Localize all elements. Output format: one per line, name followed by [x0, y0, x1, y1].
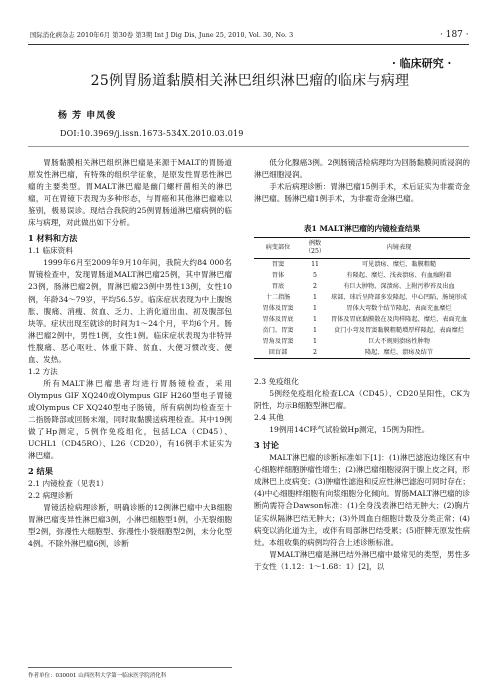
heading-discussion: 3 讨论	[254, 440, 279, 451]
table-header: 病变部位	[254, 238, 302, 259]
doi: DOI:10.3969/j.issn.1673-534X.2010.03.019	[60, 129, 244, 138]
table-cell: 有巨大肿物、深溃疡、上附污秽苔及出血	[343, 282, 455, 290]
table-row	[254, 336, 470, 347]
table-cell: 2	[302, 347, 328, 359]
table-cell: 1	[313, 326, 317, 334]
right-column-top	[254, 157, 470, 205]
discussion-paragraph-2: 胃MALT淋巴瘤是淋巴结外淋巴瘤中最常见的类型，男性多于女性（1.12：1～1.68：1）[2]，以	[254, 549, 470, 571]
table-cell: 巨大不规则溃疡性肿物	[368, 337, 430, 345]
table-cell: 胃底	[271, 282, 285, 290]
authors: 杨 芳 申凤俊	[58, 111, 117, 121]
table-cell: 胃体	[271, 271, 285, 279]
table-cell: 回盲部	[254, 347, 302, 359]
right-column-bottom	[254, 376, 470, 573]
table-cell: 贲门小弯及胃窦黏膜粗糙增厚样隆起、表面糜烂	[334, 326, 464, 334]
table-cell: 球部、球后呈降部多发隆起、中心凹陷、肠镜形成	[330, 293, 468, 301]
heading-clinical-data: 1.1 临床资料	[28, 246, 73, 256]
surgery-paragraph: 手术后病理诊断：胃淋巴瘤15例手术，术后证实为非霍奇金淋巴瘤。肠淋巴瘤1例手术，为非霍奇金淋巴瘤。	[254, 182, 470, 204]
header-rule	[28, 44, 469, 45]
table-cell: 胃窦	[271, 260, 285, 268]
other-paragraph: 19例用14C呼气试验做Hp测定，15例为阳性。	[269, 425, 430, 435]
table-row	[254, 303, 470, 314]
title-rule	[28, 146, 469, 147]
table-row	[254, 314, 470, 325]
page-number: · 187 ·	[440, 30, 469, 40]
table-cell: 十二指肠	[265, 293, 291, 301]
article-title: 25例胃肠道黏膜相关淋巴组织淋巴瘤的临床与病理	[90, 73, 410, 89]
heading-immunohistochemistry: 2.3 免疫组化	[254, 377, 299, 386]
intro-paragraph: 胃肠黏膜相关淋巴组织淋巴瘤是来源于MALT的胃肠道原发性淋巴瘤，有特殊的组织学征象，是原发性胃恶性淋巴瘤的主要类型。胃MALT淋巴瘤是幽门螺杆菌相关的淋巴瘤，可在胃镜下表现为多种形态，与胃癌和其他淋巴瘤难以鉴别，极易误诊。现结合我院的25例胃肠道淋巴瘤病例的临床与病理，对此做出如下分析。	[28, 158, 232, 228]
methods-paragraph: 所有MALT淋巴瘤患者均进行胃肠镜检查，采用Olympus GIF XQ240或Olympus GIF H260型电子胃镜或Olympus CF XQ240型电子肠镜，所有病例均检查至十二指肠降部或回肠末端，同时取黏膜送病理检查。其中19例做了Hp测定，5例作免疫组化，包括LCA（CD45）、UCHL1（CD45RO）、L26（CD20），有16例手术证实为淋巴瘤。	[28, 378, 232, 461]
table-cell: 胃体及胃底	[262, 315, 294, 323]
table-row	[254, 325, 470, 336]
table-cell: 1	[313, 337, 317, 345]
journal-header: 国际消化病杂志 2010年6月 第30卷 第3期 Int J Dig Dis, June 25, 2010, Vol. 30, No. 3	[30, 32, 294, 39]
pathology-paragraph: 胃镜活检病理诊断，明确诊断的12例淋巴瘤中大B细胞胃淋巴瘤变异性淋巴瘤3例，小淋巴细胞型1例，小无裂细胞型2例，弥漫性大细胞型、弥漫性小裂细胞型2例，未分化型4例。不除外淋巴瘤6例，诊断	[28, 503, 232, 549]
heading-other: 2.4 其他	[254, 413, 284, 423]
table-cell: 1	[313, 293, 317, 301]
immunohistochemistry-paragraph: 5例经免疫组化检查LCA（CD45）、CD20呈阳性，CK为阴性，均示B细胞型淋巴瘤。	[254, 389, 470, 411]
author-affiliation-footnote: 作者单位：030001 山西医科大学第一临床医学院消化科	[28, 667, 232, 679]
table-title: 表1 MALT淋巴瘤的内镜检查结果	[303, 224, 421, 233]
table-cell: 2	[313, 282, 317, 290]
section-label: · 临床研究 ·	[392, 57, 452, 70]
table-cell: 贲门、胃窦	[262, 326, 294, 334]
heading-materials-methods: 1 材料和方法	[28, 233, 78, 244]
table-cell: 胃体及胃底黏膜散在及肉样隆起、糜烂、表面充血	[330, 315, 468, 323]
table-cell: 可见溃疡、糜烂、黏膜粗糙	[361, 260, 437, 268]
left-column	[28, 157, 232, 551]
endoscopy-table	[254, 237, 470, 359]
pathology-continued: 低分化腺癌3例。2例肠镜活检病理均为回肠黏膜间质浸润的淋巴细胞浸润。	[254, 158, 470, 180]
table-cell: 胃体及胃窦	[262, 304, 294, 312]
table-row	[254, 347, 470, 359]
table-row	[254, 259, 470, 271]
discussion-paragraph-1: MALT淋巴瘤的诊断标准如下[1]：(1)淋巴滤泡边缘区有中心细胞样细胞肿瘤性增生；(2)淋巴瘤细胞浸润于腺上皮之间，形成淋巴上皮病变；(3)肿瘤性滤泡和反应性淋巴滤泡可同时存在；(4)中心细胞样细胞有向浆细胞分化倾向。胃肠MALT淋巴瘤的诊断尚需符合Dawson标准：(1)全身浅表淋巴结无肿大；(2)胸片证实纵隔淋巴结无肿大；(3)外周血白细胞计数及分类正常；(4)病变以消化道为主，或伴有局部淋巴结受累；(5)肝脾无原发性病灶。本组收集的病例均符合上述诊断标准。	[254, 453, 470, 547]
heading-pathology: 2.2 病理诊断	[28, 491, 73, 501]
table-header: 例数（25）	[302, 238, 328, 259]
table-cell: 1	[313, 304, 317, 312]
clinical-data-paragraph: 1999年6月至2009年9月10年间，我院大约84 000名胃镜检查中，发现胃肠道MALT淋巴瘤25例，其中胃淋巴瘤23例，肠淋巴瘤2例，胃淋巴瘤23例中男性13例，女性10例，年龄34～79岁，平均56.5岁。临床症状表现为中上腹饱胀、腹痛、消瘦、贫血、乏力、上消化道出血、初及腹部包块等。症状出现至就诊的时间为1～24个月，平均6个月。肠淋巴瘤2例中，男性1例，女性1例。临床症状表现为非特异性腹痛、恶心呕吐、体重下降、贫血、大便习惯改变、便血、发热。	[28, 258, 232, 364]
table-cell: 隆起、糜烂、溃疡及结节	[328, 347, 470, 359]
table-cell: 1	[313, 315, 317, 323]
table-cell: 11	[311, 260, 319, 268]
heading-results: 2 结果	[28, 466, 53, 477]
heading-endoscopy: 2.1 内镜检查（见表1）	[28, 479, 109, 489]
table-row	[254, 292, 470, 303]
table-row	[254, 270, 470, 281]
table-cell: 5	[313, 271, 317, 279]
table-cell: 有隆起、糜烂、浅表溃疡、有血痂附着	[346, 271, 452, 279]
table-header: 内镜表现	[328, 238, 470, 259]
table-row	[254, 281, 470, 292]
table-cell: 胃体大弯数个结节隆起、表面充血糜烂	[346, 304, 452, 312]
table-cell: 胃角及胃窦	[262, 337, 294, 345]
heading-methods: 1.2 方法	[28, 366, 58, 376]
